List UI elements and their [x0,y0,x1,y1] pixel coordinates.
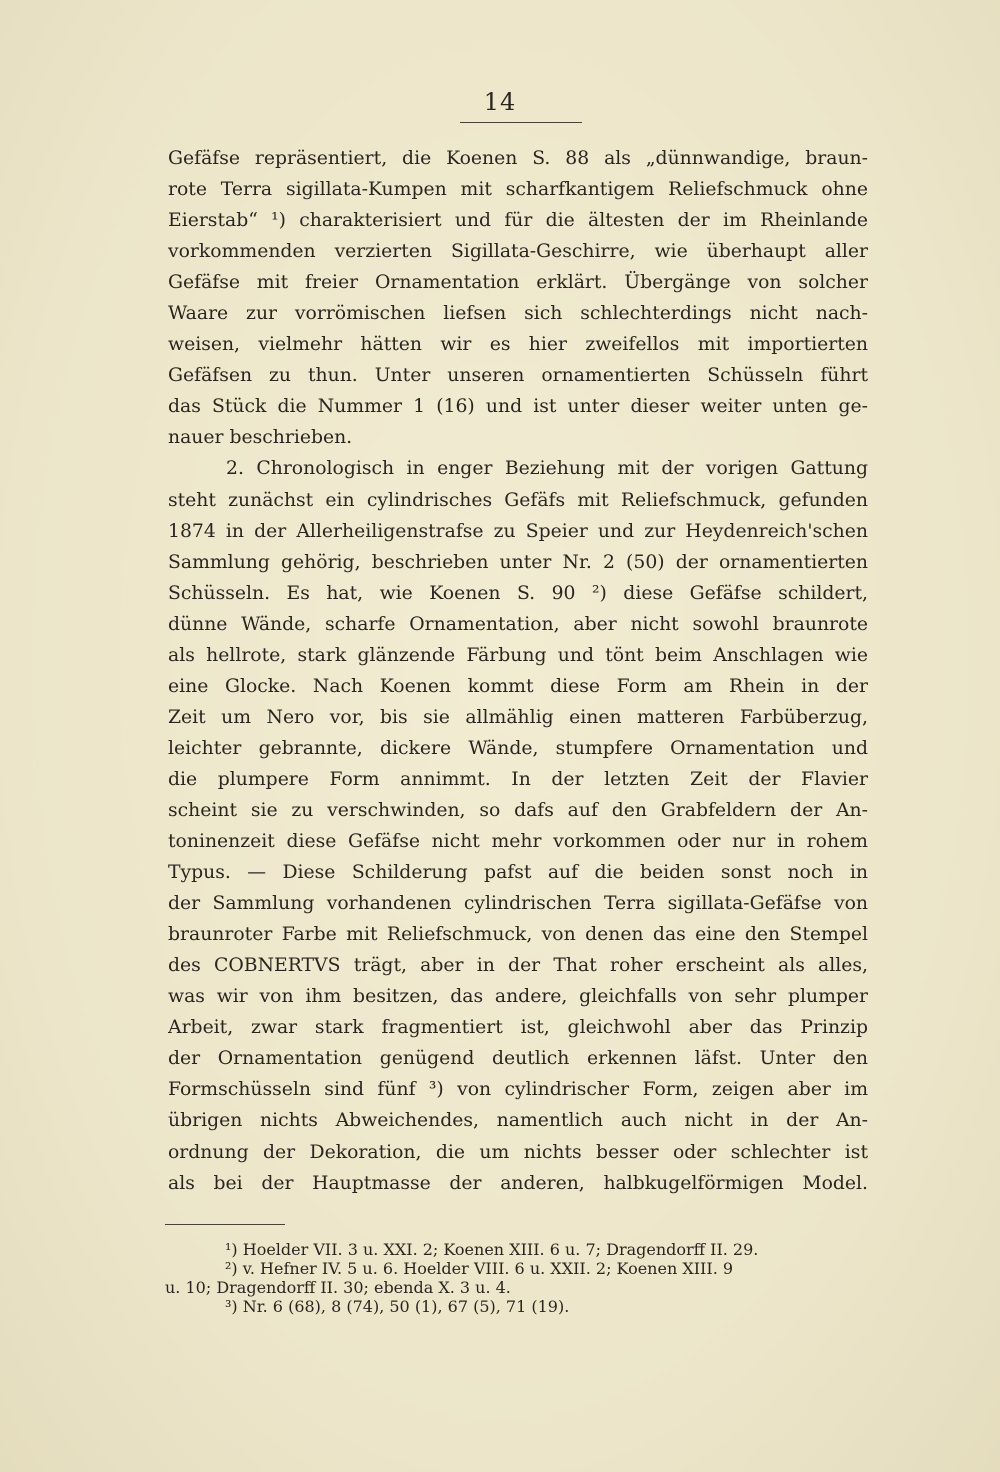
text-line: vorkommenden verzierten Sigillata-Geschirre, wie überhaupt aller [168,241,868,263]
footnotes [165,1240,870,1316]
section-heading-line: 2. Chronologisch in enger Beziehung mit der vorigen Gattung [226,458,868,480]
text-line: das Stück die Nummer 1 (16) und ist unter dieser weiter unten ge- [168,396,868,418]
text-line: Formschüsseln sind fünf ³) von cylindrischer Form, zeigen aber im [168,1079,868,1101]
text-line: eine Glocke. Nach Koenen kommt diese Form am Rhein in der [168,675,868,697]
text-line: scheint sie zu verschwinden, so dafs auf den Grabfeldern der An- [168,799,868,821]
text-line: toninenzeit diese Gefäfse nicht mehr vorkommen oder nur in rohem [168,831,868,853]
text-line: 1874 in der Allerheiligenstrafse zu Speier und zur Heydenreich'schen [168,520,868,542]
text-line: was wir von ihm besitzen, das andere, gleichfalls von sehr plumper [168,986,868,1008]
footnote-2-continued: u. 10; Dragendorff II. 30; ebenda X. 3 u. 4. [165,1278,511,1297]
text-line: Zeit um Nero vor, bis sie allmählig einen matteren Farbüberzug, [168,706,868,728]
text-line: übrigen nichts Abweichendes, namentlich auch nicht in der An- [168,1110,868,1132]
footnote-2: ²) v. Hefner IV. 5 u. 6. Hoelder VIII. 6 u. XXII. 2; Koenen XIII. 9 [225,1259,734,1278]
text-line: steht zunächst ein cylindrisches Gefäfs mit Reliefschmuck, gefunden [168,489,868,511]
text-line: Typus. — Diese Schilderung pafst auf die beiden sonst noch in [168,862,868,884]
text-line: des COBNERTVS trägt, aber in der That roher erscheint als alles, [168,955,868,977]
text-line: der Sammlung vorhandenen cylindrischen Terra sigillata-Gefäfse von [168,893,868,915]
text-line: braunroter Farbe mit Reliefschmuck, von denen das eine den Stempel [168,924,868,946]
text-line: Waare zur vorrömischen liefsen sich schlechterdings nicht nach- [168,303,868,325]
footnote-1: ¹) Hoelder VII. 3 u. XXI. 2; Koenen XIII. 6 u. 7; Dragendorff II. 29. [225,1240,759,1259]
text-line: nauer beschrieben. [168,427,353,449]
text-line: die plumpere Form annimmt. In der letzten Zeit der Flavier [168,768,868,790]
text-line: Gefäfse mit freier Ornamentation erklärt. Übergänge von solcher [168,272,868,294]
footnote-rule [165,1224,285,1225]
text-line: Arbeit, zwar stark fragmentiert ist, gleichwohl aber das Prinzip [168,1017,868,1039]
text-line: als bei der Hauptmasse der anderen, halbkugelförmigen Model. [168,1172,868,1194]
text-line: Eierstab“ ¹) charakterisiert und für die ältesten der im Rheinlande [168,210,868,232]
text-line: leichter gebrannte, dickere Wände, stumpfere Ornamentation und [168,737,868,759]
text-line: Schüsseln. Es hat, wie Koenen S. 90 ²) diese Gefäfse schildert, [168,582,868,604]
text-line: rote Terra sigillata-Kumpen mit scharfkantigem Reliefschmuck ohne [168,179,868,201]
text-line: weisen, vielmehr hätten wir es hier zweifellos mit importierten [168,334,868,356]
text-line: als hellrote, stark glänzende Färbung und tönt beim Anschlagen wie [168,644,868,666]
text-line: ordnung der Dekoration, die um nichts besser oder schlechter ist [168,1141,868,1163]
text-line: der Ornamentation genügend deutlich erkennen läfst. Unter den [168,1048,868,1070]
text-line: Sammlung gehörig, beschrieben unter Nr. 2 (50) der ornamentierten [168,551,868,573]
text-line: Gefäfsen zu thun. Unter unseren ornamentierten Schüsseln führt [168,365,868,387]
text-line: Gefäfse repräsentiert, die Koenen S. 88 als „dünnwandige, braun- [168,148,868,169]
footnote-3: ³) Nr. 6 (68), 8 (74), 50 (1), 67 (5), 71 (19). [225,1297,570,1316]
page-number: 14 [483,88,517,116]
body-text [168,143,868,1199]
header-rule [460,122,582,123]
text-line: dünne Wände, scharfe Ornamentation, aber nicht sowohl braunrote [168,613,868,635]
